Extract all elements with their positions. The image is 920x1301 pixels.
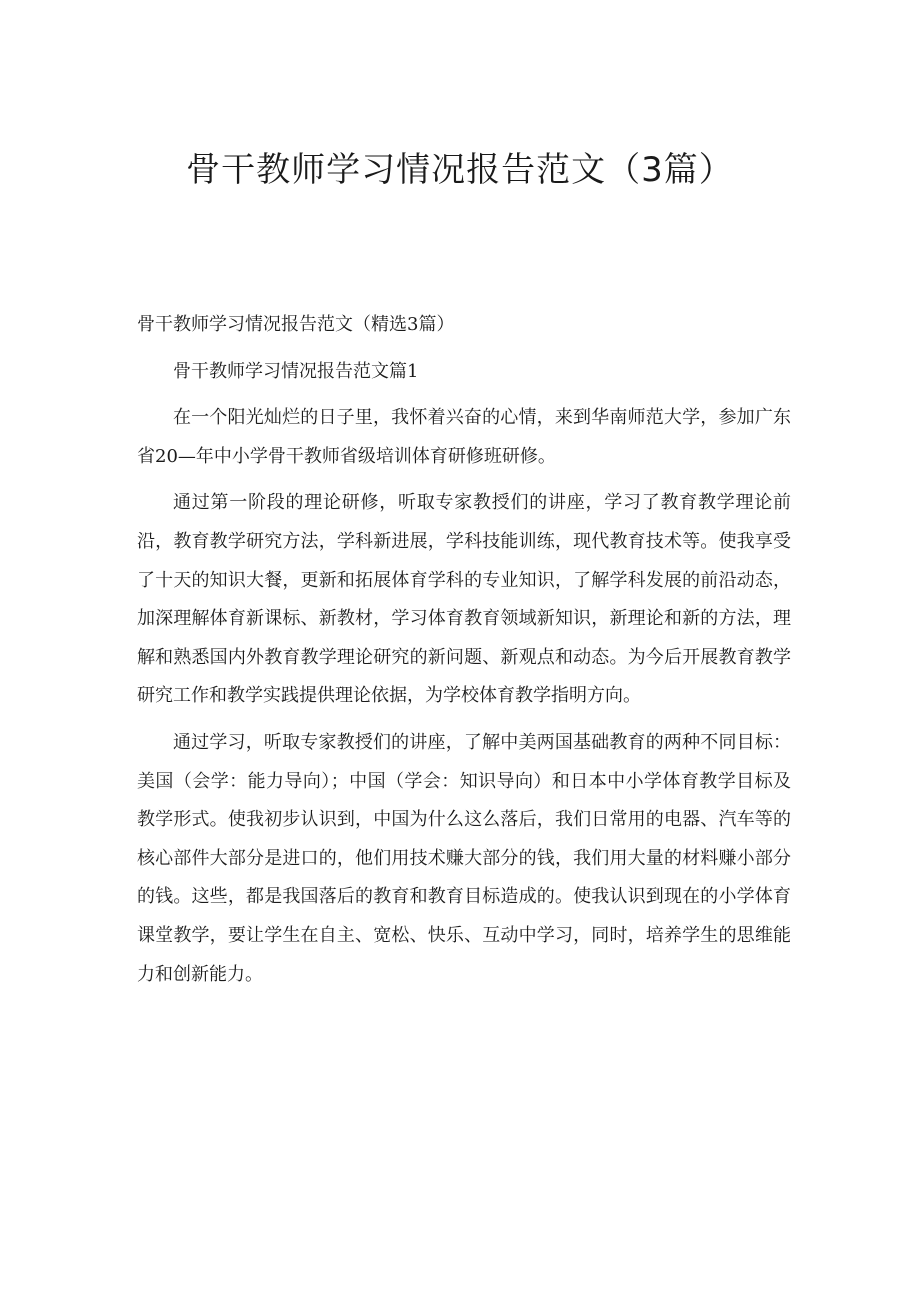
paragraph: 通过学习，听取专家教授们的讲座，了解中美两国基础教育的两种不同目标：美国（会学：能力导向）；中国（学会：知识导向）和日本中小学体育教学目标及教学形式。使我初步认识到，中国为什么这么落后，我们日常用的电器、汽车等的核心部件大部分是进口的，他们用技术赚大部分的钱，我们用大量的材料赚小部分的钱。这些，都是我国落后的教育和教育目标造成的。使我认识到现在的小学体育课堂教学，要让学生在自主、宽松、快乐、互动中学习，同时，培养学生的思维能力和创新能力。 [137,731,791,985]
document-title: 骨干教师学习情况报告范文（3篇） [186,150,734,190]
section-heading: 骨干教师学习情况报告范文篇1 [173,360,419,382]
document-subtitle: 骨干教师学习情况报告范文（精选3篇） [137,314,455,335]
document-body [137,306,791,994]
paragraph: 通过第一阶段的理论研修，听取专家教授们的讲座，学习了教育教学理论前沿，教育教学研究方法，学科新进展，学科技能训练，现代教育技术等。使我享受了十天的知识大餐，更新和拓展体育学科的专业知识，了解学科发展的前沿动态，加深理解体育新课标、新教材，学习体育教育领域新知识，新理论和新的方法，理解和熟悉国内外教育教学理论研究的新问题、新观点和动态。为今后开展教育教学研究工作和教学实践提供理论依据，为学校体育教学指明方向。 [137,492,791,707]
paragraph: 在一个阳光灿烂的日子里，我怀着兴奋的心情，来到华南师范大学，参加广东省20—年中小学骨干教师省级培训体育研修班研修。 [137,407,791,467]
